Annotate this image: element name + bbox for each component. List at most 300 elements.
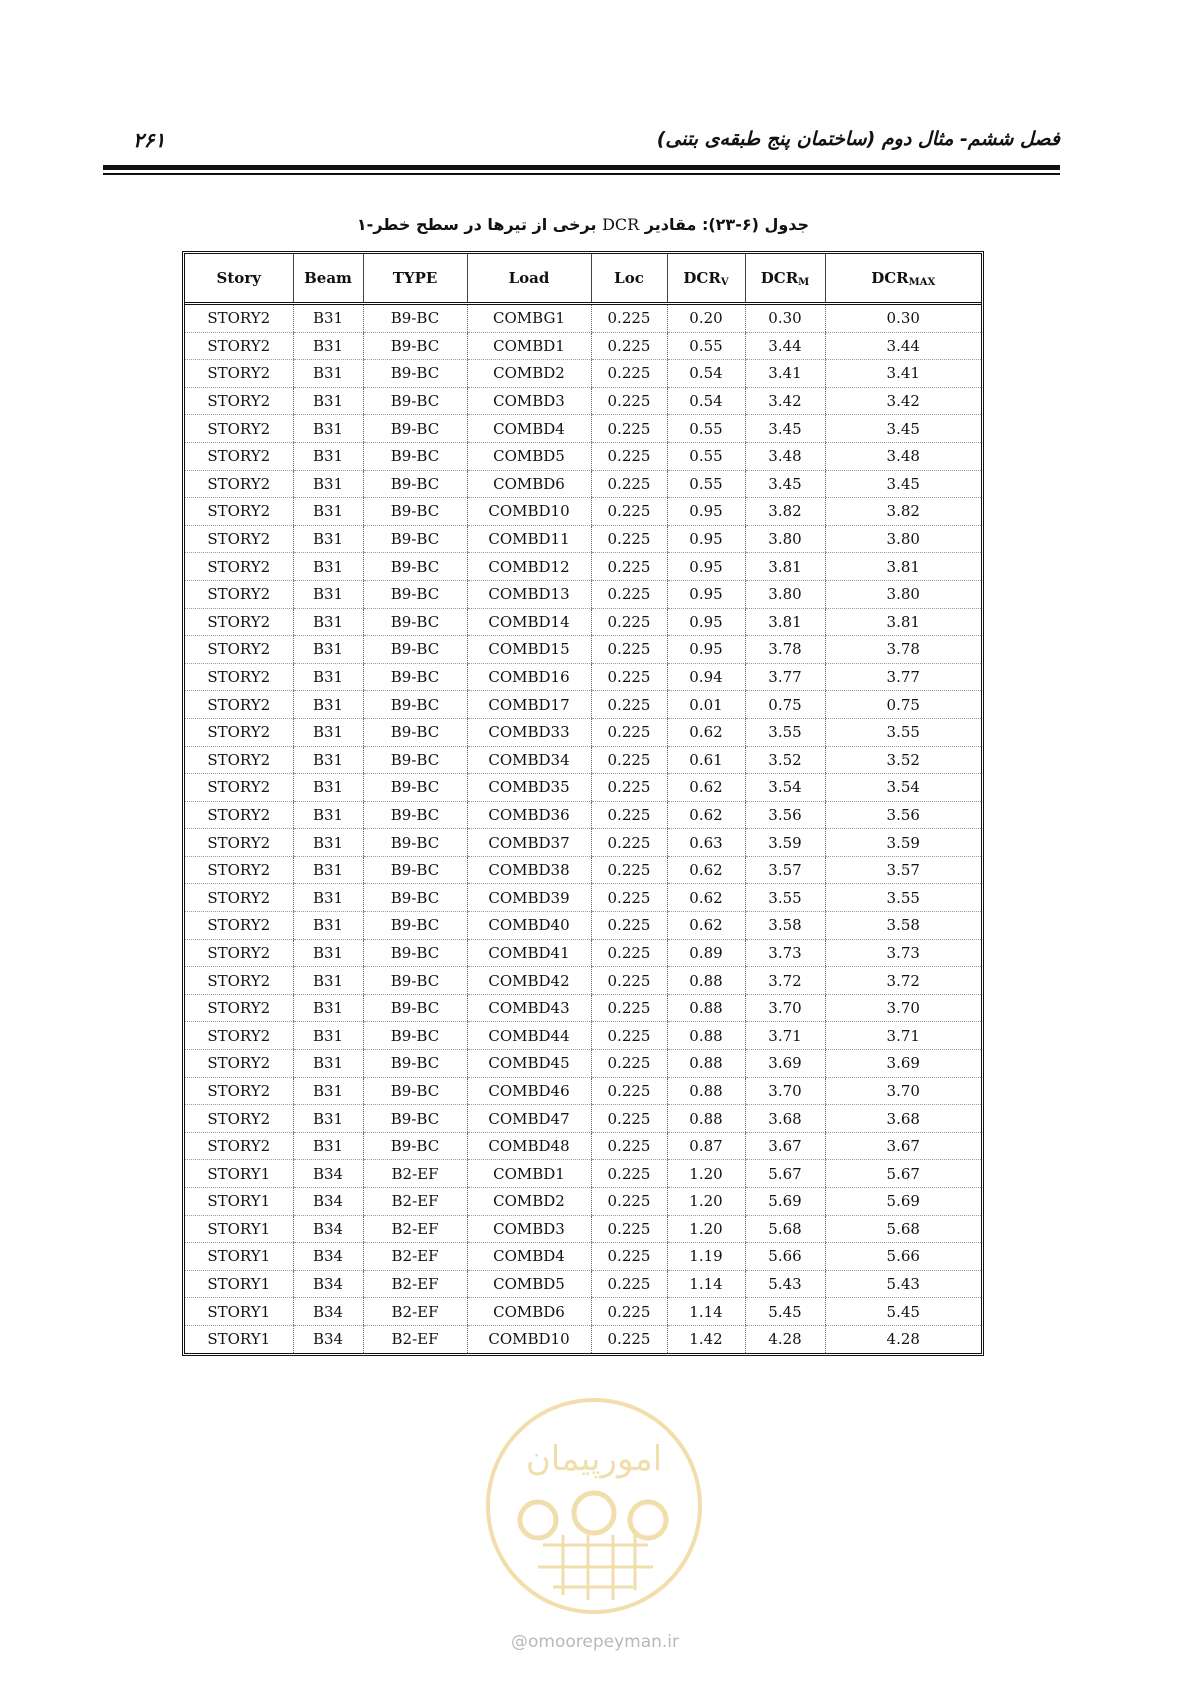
cell-story: STORY2 — [185, 636, 293, 664]
cell-beam: B31 — [293, 691, 363, 719]
cell-dcr-v: 0.88 — [667, 967, 745, 995]
cell-story: STORY2 — [185, 939, 293, 967]
cell-type: B9-BC — [363, 415, 467, 443]
header-dcr-max: $DCR_{MAX}$ — [825, 254, 981, 304]
watermark-grid — [538, 1535, 653, 1600]
caption-part-2: DCR — [602, 215, 640, 234]
cell-loc: 0.225 — [591, 1243, 667, 1271]
cell-dcr-m: 3.45 — [745, 415, 825, 443]
cell-loc: 0.225 — [591, 1132, 667, 1160]
cell-type: B9-BC — [363, 801, 467, 829]
cell-dcr-v: 0.63 — [667, 829, 745, 857]
cell-beam: B31 — [293, 1050, 363, 1078]
cell-story: STORY2 — [185, 1132, 293, 1160]
table-row — [185, 470, 981, 498]
cell-dcr-max: 3.80 — [825, 525, 981, 553]
cell-story: STORY2 — [185, 1105, 293, 1133]
cell-loc: 0.225 — [591, 1298, 667, 1326]
cell-load: COMBD5 — [467, 1270, 591, 1298]
cell-loc: 0.225 — [591, 1022, 667, 1050]
cell-dcr-max: 5.66 — [825, 1243, 981, 1271]
cell-dcr-m: 3.52 — [745, 746, 825, 774]
cell-story: STORY1 — [207, 1330, 271, 1349]
cell-beam: B31 — [293, 1132, 363, 1160]
cell-story: STORY2 — [185, 415, 293, 443]
cell-loc: 0.225 — [591, 746, 667, 774]
cell-beam: B34 — [293, 1270, 363, 1298]
cell-dcr-max: 5.67 — [825, 1160, 981, 1188]
table-row — [185, 387, 981, 415]
cell-dcr-v: 1.19 — [667, 1243, 745, 1271]
cell-story: STORY2 — [185, 967, 293, 995]
cell-story: STORY1 — [185, 1270, 293, 1298]
cell-load: COMBD10 — [467, 1325, 591, 1352]
cell-dcr-max: 3.41 — [825, 360, 981, 388]
cell-dcr-v: 0.95 — [667, 553, 745, 581]
table-row — [185, 939, 981, 967]
cell-type: B9-BC — [363, 470, 467, 498]
cell-type: B9-BC — [363, 1105, 467, 1133]
cell-beam: B31 — [293, 774, 363, 802]
watermark-logo — [483, 1395, 705, 1617]
cell-loc: 0.225 — [591, 1105, 667, 1133]
cell-dcr-m: 3.82 — [745, 498, 825, 526]
cell-beam: B31 — [293, 856, 363, 884]
table-row — [185, 1105, 981, 1133]
caption-part-1: جدول (۶-۲۳): مقادیر — [644, 215, 810, 234]
cell-loc: 0.225 — [591, 415, 667, 443]
cell-dcr-v: 0.55 — [667, 470, 745, 498]
table-row — [185, 663, 981, 691]
cell-type: B9-BC — [363, 746, 467, 774]
cell-load: COMBD4 — [467, 1243, 591, 1271]
cell-load: COMBD46 — [467, 1077, 591, 1105]
cell-dcr-max: 3.45 — [825, 415, 981, 443]
cell-dcr-v: 0.62 — [667, 774, 745, 802]
cell-story: STORY2 — [185, 663, 293, 691]
cell-beam: B34 — [293, 1188, 363, 1216]
table-row — [185, 884, 981, 912]
cell-dcr-v: 0.54 — [667, 387, 745, 415]
cell-type: B2-EF — [363, 1188, 467, 1216]
cell-dcr-max: 3.82 — [825, 498, 981, 526]
cell-dcr-max: 3.70 — [825, 1077, 981, 1105]
cell-dcr-m: 4.28 — [745, 1325, 825, 1352]
cell-beam: B31 — [293, 939, 363, 967]
cell-beam: B31 — [293, 884, 363, 912]
cell-dcr-v: 0.20 — [667, 304, 745, 333]
cell-loc: 0.225 — [591, 525, 667, 553]
table-row — [185, 1215, 981, 1243]
cell-dcr-v: 0.88 — [667, 1050, 745, 1078]
cell-dcr-m: 5.43 — [745, 1270, 825, 1298]
header-rule-thick — [103, 165, 1060, 170]
cell-story: STORY2 — [185, 774, 293, 802]
cell-dcr-v: 0.95 — [667, 580, 745, 608]
cell-type: B9-BC — [363, 1132, 467, 1160]
cell-type: B9-BC — [363, 525, 467, 553]
cell-dcr-max: 5.68 — [825, 1215, 981, 1243]
cell-dcr-v: 1.20 — [667, 1215, 745, 1243]
cell-type: B9-BC — [363, 884, 467, 912]
cell-load: COMBD33 — [467, 718, 591, 746]
cell-beam: B31 — [293, 498, 363, 526]
cell-dcr-m: 5.69 — [745, 1188, 825, 1216]
cell-dcr-m: 3.44 — [745, 332, 825, 360]
table-row — [185, 636, 981, 664]
cell-loc: 0.225 — [591, 774, 667, 802]
cell-loc: 0.225 — [591, 912, 667, 940]
cell-load: COMBG1 — [467, 304, 591, 333]
cell-type: B9-BC — [363, 1050, 467, 1078]
cell-type: B9-BC — [363, 856, 467, 884]
cell-load: COMBD10 — [467, 498, 591, 526]
cell-story: STORY2 — [185, 856, 293, 884]
header-loc: Loc — [591, 254, 667, 304]
cell-beam: B34 — [293, 1298, 363, 1326]
cell-story: STORY2 — [185, 387, 293, 415]
cell-beam: B31 — [293, 663, 363, 691]
cell-loc: 0.225 — [591, 856, 667, 884]
cell-dcr-m: 3.59 — [745, 829, 825, 857]
cell-dcr-max: 3.55 — [825, 884, 981, 912]
cell-loc: 0.225 — [591, 801, 667, 829]
cell-dcr-max: 3.56 — [825, 801, 981, 829]
cell-dcr-v: 0.89 — [667, 939, 745, 967]
cell-beam: B31 — [293, 829, 363, 857]
cell-load: COMBD42 — [467, 967, 591, 995]
cell-dcr-m: 3.81 — [745, 553, 825, 581]
cell-dcr-m: 3.70 — [745, 1077, 825, 1105]
cell-type: B2-EF — [363, 1325, 467, 1352]
cell-story: STORY2 — [185, 360, 293, 388]
caption-part-3: برخی از تیرها در سطح خطر-۱ — [356, 215, 597, 234]
cell-type: B9-BC — [363, 1077, 467, 1105]
table-row — [185, 856, 981, 884]
cell-dcr-m: 0.30 — [745, 304, 825, 333]
header-story: Story — [185, 254, 293, 304]
cell-dcr-v: 0.88 — [667, 1105, 745, 1133]
cell-story: STORY2 — [185, 470, 293, 498]
cell-beam: B31 — [293, 994, 363, 1022]
at-icon: @ — [510, 1632, 528, 1652]
cell-story: STORY2 — [185, 1077, 293, 1105]
table-row — [185, 718, 981, 746]
cell-dcr-v: 0.95 — [667, 498, 745, 526]
cell-dcr-v: 1.42 — [667, 1325, 745, 1352]
cell-load: COMBD1 — [467, 332, 591, 360]
cell-dcr-max: 3.80 — [825, 580, 981, 608]
cell-dcr-m: 3.81 — [745, 608, 825, 636]
cell-dcr-m: 3.73 — [745, 939, 825, 967]
cell-dcr-v: 0.88 — [667, 1077, 745, 1105]
cell-dcr-max: 3.59 — [825, 829, 981, 857]
cell-dcr-m: 3.55 — [745, 884, 825, 912]
watermark-site: @omoorepeyman.ir — [510, 1632, 680, 1652]
cell-type: B9-BC — [363, 691, 467, 719]
cell-loc: 0.225 — [591, 1270, 667, 1298]
cell-type: B2-EF — [363, 1215, 467, 1243]
header-rule-thin — [103, 173, 1060, 175]
cell-load: COMBD44 — [467, 1022, 591, 1050]
table-row — [185, 442, 981, 470]
cell-type: B9-BC — [363, 994, 467, 1022]
header-dcr-v: $DCR_V$ — [667, 254, 745, 304]
table-row — [185, 360, 981, 388]
table-body — [185, 304, 981, 1353]
cell-dcr-max: 5.69 — [825, 1188, 981, 1216]
cell-beam: B34 — [293, 1325, 363, 1352]
cell-type: B9-BC — [363, 636, 467, 664]
cell-dcr-v: 0.01 — [667, 691, 745, 719]
cell-dcr-max: 3.57 — [825, 856, 981, 884]
cell-dcr-max: 0.75 — [825, 691, 981, 719]
table-row — [185, 1022, 981, 1050]
cell-beam: B31 — [293, 1105, 363, 1133]
table-row — [185, 580, 981, 608]
header-type: TYPE — [363, 254, 467, 304]
cell-loc: 0.225 — [591, 829, 667, 857]
dcr-table — [185, 254, 981, 1353]
cell-story: STORY1 — [185, 1215, 293, 1243]
cell-dcr-m: 3.54 — [745, 774, 825, 802]
header-dcr-m: $DCR_M$ — [745, 254, 825, 304]
cell-load: COMBD37 — [467, 829, 591, 857]
cell-load: COMBD4 — [467, 415, 591, 443]
cell-dcr-v: 0.87 — [667, 1132, 745, 1160]
cell-dcr-v: 0.95 — [667, 636, 745, 664]
cell-story: STORY1 — [185, 1298, 293, 1326]
cell-load: COMBD13 — [467, 580, 591, 608]
table-row — [185, 304, 981, 333]
table-row — [185, 1160, 981, 1188]
cell-loc: 0.225 — [591, 994, 667, 1022]
cell-story: STORY2 — [185, 332, 293, 360]
cell-dcr-max: 3.48 — [825, 442, 981, 470]
cell-beam: B31 — [293, 1077, 363, 1105]
cell-load: COMBD39 — [467, 884, 591, 912]
cell-dcr-v: 1.20 — [667, 1188, 745, 1216]
cell-story: STORY1 — [185, 1160, 293, 1188]
table-row — [185, 746, 981, 774]
cell-load: COMBD36 — [467, 801, 591, 829]
cell-type: B2-EF — [363, 1243, 467, 1271]
cell-story: STORY1 — [185, 1243, 293, 1271]
table-row — [185, 525, 981, 553]
cell-dcr-max: 3.69 — [825, 1050, 981, 1078]
cell-load: COMBD3 — [467, 1215, 591, 1243]
chapter-title: فصل ششم- مثال دوم (ساختمان پنج طبقه‌ی بتنی) — [656, 128, 1060, 150]
cell-load: COMBD45 — [467, 1050, 591, 1078]
cell-dcr-v: 0.62 — [667, 884, 745, 912]
cell-story: STORY2 — [185, 442, 293, 470]
cell-loc: 0.225 — [591, 967, 667, 995]
cell-dcr-max: 3.78 — [825, 636, 981, 664]
cell-type: B9-BC — [363, 332, 467, 360]
cell-loc: 0.225 — [591, 442, 667, 470]
cell-dcr-m: 3.80 — [745, 580, 825, 608]
cell-dcr-m: 5.45 — [745, 1298, 825, 1326]
table-row — [185, 691, 981, 719]
table-row — [185, 1188, 981, 1216]
cell-dcr-m: 3.69 — [745, 1050, 825, 1078]
cell-load: COMBD34 — [467, 746, 591, 774]
cell-story: STORY2 — [185, 884, 293, 912]
cell-type: B9-BC — [363, 360, 467, 388]
cell-dcr-v: 0.95 — [667, 525, 745, 553]
cell-beam: B34 — [293, 1215, 363, 1243]
table-row — [185, 608, 981, 636]
cell-dcr-max: 3.73 — [825, 939, 981, 967]
cell-dcr-v: 0.55 — [667, 415, 745, 443]
table-header-row — [185, 254, 981, 304]
cell-load: COMBD2 — [467, 360, 591, 388]
cell-dcr-v: 1.20 — [667, 1160, 745, 1188]
cell-load: COMBD11 — [467, 525, 591, 553]
header-beam: Beam — [293, 254, 363, 304]
cell-beam: B31 — [293, 304, 363, 333]
cell-beam: B31 — [293, 746, 363, 774]
cell-beam: B31 — [293, 387, 363, 415]
cell-dcr-max: 3.52 — [825, 746, 981, 774]
table-row — [185, 774, 981, 802]
table-row — [185, 1077, 981, 1105]
cell-load: COMBD6 — [467, 1298, 591, 1326]
cell-beam: B31 — [293, 553, 363, 581]
cell-load: COMBD5 — [467, 442, 591, 470]
cell-beam: B31 — [293, 636, 363, 664]
cell-type: B9-BC — [363, 939, 467, 967]
table-row — [185, 912, 981, 940]
cell-dcr-max: 3.58 — [825, 912, 981, 940]
cell-type: B9-BC — [363, 580, 467, 608]
cell-dcr-max: 3.67 — [825, 1132, 981, 1160]
cell-type: B9-BC — [363, 553, 467, 581]
table-row — [185, 1270, 981, 1298]
table-row — [185, 1298, 981, 1326]
cell-dcr-max: 3.81 — [825, 553, 981, 581]
cell-loc: 0.225 — [591, 663, 667, 691]
cell-beam: B31 — [293, 580, 363, 608]
cell-type: B9-BC — [363, 387, 467, 415]
cell-story: STORY2 — [185, 1022, 293, 1050]
cell-dcr-v: 0.55 — [667, 332, 745, 360]
cell-story: STORY2 — [185, 304, 293, 333]
table-caption — [182, 215, 984, 234]
cell-dcr-max: 5.45 — [825, 1298, 981, 1326]
cell-story: STORY2 — [185, 829, 293, 857]
cell-type: B9-BC — [363, 663, 467, 691]
cell-type: B2-EF — [363, 1270, 467, 1298]
cell-load: COMBD12 — [467, 553, 591, 581]
cell-beam: B31 — [293, 415, 363, 443]
cell-type: B2-EF — [363, 1298, 467, 1326]
cell-dcr-max: 3.45 — [825, 470, 981, 498]
cell-loc: 0.225 — [591, 470, 667, 498]
cell-beam: B31 — [293, 360, 363, 388]
table-row — [185, 1132, 981, 1160]
cell-dcr-max: 0.30 — [825, 304, 981, 333]
cell-type: B9-BC — [363, 498, 467, 526]
cell-type: B9-BC — [363, 718, 467, 746]
cell-dcr-m: 5.66 — [745, 1243, 825, 1271]
cell-loc: 0.225 — [591, 304, 667, 333]
cell-load: COMBD35 — [467, 774, 591, 802]
cell-dcr-v: 0.62 — [667, 801, 745, 829]
cell-dcr-max: 3.72 — [825, 967, 981, 995]
watermark-ring — [488, 1400, 700, 1612]
cell-load: COMBD41 — [467, 939, 591, 967]
table-row — [185, 994, 981, 1022]
cell-dcr-m: 3.72 — [745, 967, 825, 995]
cell-story: STORY2 — [185, 525, 293, 553]
cell-load: COMBD3 — [467, 387, 591, 415]
cell-dcr-v: 0.88 — [667, 1022, 745, 1050]
cell-loc: 0.225 — [591, 553, 667, 581]
cell-dcr-v: 0.94 — [667, 663, 745, 691]
cell-beam: B31 — [293, 1022, 363, 1050]
cell-load: COMBD14 — [467, 608, 591, 636]
cell-load: COMBD16 — [467, 663, 591, 691]
cell-dcr-m: 3.78 — [745, 636, 825, 664]
cell-dcr-v: 0.88 — [667, 994, 745, 1022]
watermark-logo-text: امورپیمان — [525, 1439, 663, 1479]
cell-type: B9-BC — [363, 912, 467, 940]
cell-dcr-m: 3.68 — [745, 1105, 825, 1133]
cell-dcr-v: 0.55 — [667, 442, 745, 470]
cell-dcr-max: 3.70 — [825, 994, 981, 1022]
cell-dcr-m: 5.68 — [745, 1215, 825, 1243]
gear-icon — [520, 1493, 666, 1538]
cell-type: B2-EF — [363, 1160, 467, 1188]
cell-beam: B31 — [293, 967, 363, 995]
cell-type: B9-BC — [363, 829, 467, 857]
cell-loc: 0.225 — [591, 1215, 667, 1243]
cell-beam: B31 — [293, 801, 363, 829]
cell-beam: B31 — [293, 718, 363, 746]
cell-story: STORY2 — [185, 718, 293, 746]
cell-type: B9-BC — [363, 304, 467, 333]
cell-dcr-m: 3.55 — [745, 718, 825, 746]
cell-story: STORY2 — [185, 994, 293, 1022]
cell-story: STORY2 — [185, 553, 293, 581]
cell-load: COMBD1 — [467, 1160, 591, 1188]
page-header — [103, 120, 1060, 160]
table-row — [185, 801, 981, 829]
page-number: ۲۶۱ — [133, 128, 166, 152]
table-row — [185, 1050, 981, 1078]
cell-story: STORY2 — [185, 608, 293, 636]
cell-loc: 0.225 — [591, 360, 667, 388]
cell-load: COMBD17 — [467, 691, 591, 719]
cell-load: COMBD38 — [467, 856, 591, 884]
cell-dcr-m: 3.57 — [745, 856, 825, 884]
cell-story: STORY2 — [185, 912, 293, 940]
cell-load: COMBD6 — [467, 470, 591, 498]
cell-beam: B34 — [293, 1243, 363, 1271]
cell-loc: 0.225 — [591, 1050, 667, 1078]
cell-beam: B31 — [293, 912, 363, 940]
cell-dcr-max: 5.43 — [825, 1270, 981, 1298]
cell-dcr-v: 1.14 — [667, 1270, 745, 1298]
cell-loc: 0.225 — [591, 332, 667, 360]
cell-dcr-v: 0.54 — [667, 360, 745, 388]
cell-load: COMBD47 — [467, 1105, 591, 1133]
cell-story: STORY2 — [185, 801, 293, 829]
cell-dcr-m: 3.48 — [745, 442, 825, 470]
cell-dcr-m: 3.42 — [745, 387, 825, 415]
cell-dcr-max: 3.54 — [825, 774, 981, 802]
